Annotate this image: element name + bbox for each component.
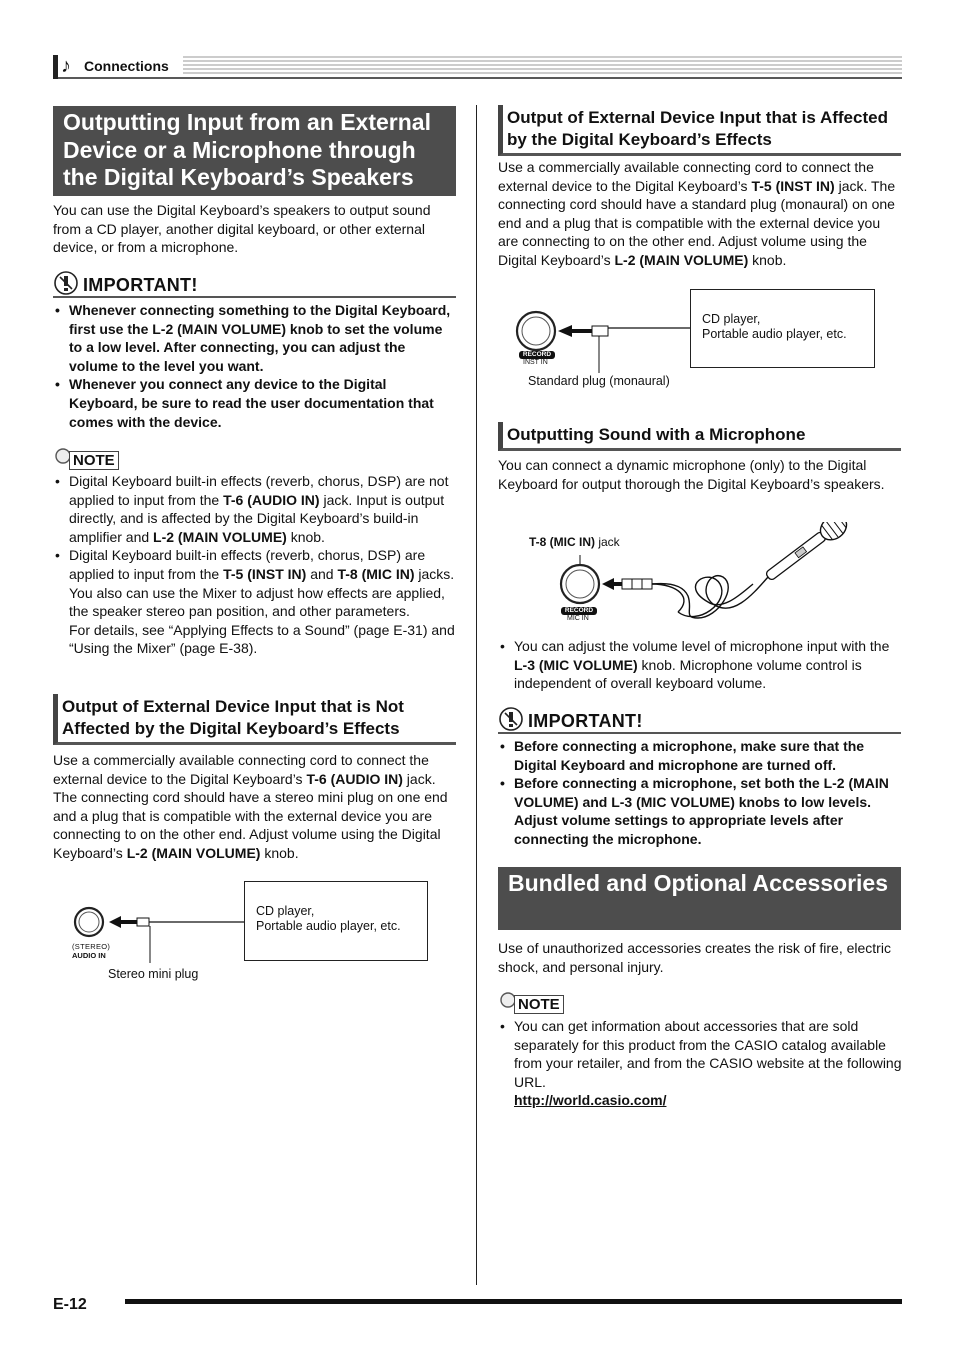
jack-label: INST IN <box>523 359 548 366</box>
record-badge: RECORD <box>564 607 594 614</box>
note-label: NOTE <box>514 995 564 1014</box>
note-label: NOTE <box>69 451 119 470</box>
sub-body-affected: Use a commercially available connecting cord to connect the external device to the Digital Keyboard’s T-5 (INST IN) jack. The connecting cord should have a standard plug (monaural) on one end and a plug that is compatible with the external device you are connecting to on the other end. Adjust volume using the Digital Keyboard’s L-2 (MAIN VOLUME) knob. <box>498 159 896 268</box>
music-note-icon: ♪ <box>61 55 71 77</box>
note-heading <box>498 990 618 1016</box>
important-label: IMPORTANT! <box>83 275 198 295</box>
list-item: • Digital Keyboard built-in effects (reverb, chorus, DSP) are not applied to input from the T-6 (AUDIO IN) jack. Input is output directly, and is affected by the Digital Keyboard’s build-in amplifier and L-2 (MAIN VOLUME) knob. <box>53 472 458 546</box>
sub-body-not-affected: Use a commercially available connecting cord to connect the external device to the Digital Keyboard’s T-6 (AUDIO IN) jack. The connecting cord should have a stereo mini plug on one end and a plug that is compatible with the external device you are connecting to on the other end. Adjust volume using the Digital Keyboard’s L-2 (MAIN VOLUME) knob. <box>53 752 448 861</box>
device-box <box>244 881 428 961</box>
list-item: • Before connecting a microphone, set both the L-2 (MAIN VOLUME) and L-3 (MIC VOLUME) knobs to low levels. Adjust volume settings to appropriate levels after connecting the microphone. <box>498 774 903 848</box>
device-box <box>690 289 875 368</box>
important-heading <box>53 270 456 298</box>
main-title: Outputting Input from an External Device or a Microphone through the Digital Keyboard’s Speakers <box>53 106 456 196</box>
section-name: Connections <box>84 58 173 74</box>
header-rules <box>53 54 902 80</box>
accessories-body: Use of unauthorized accessories creates the risk of fire, electric shock, and personal injury. <box>498 940 891 975</box>
running-header <box>53 54 902 80</box>
important-icon <box>498 706 524 732</box>
microphone-body: You can connect a dynamic microphone (only) to the Digital Keyboard for output thorough the Digital Keyboard’s speakers. <box>498 457 885 492</box>
sub-heading-affected: Output of External Device Input that is Affected by the Digital Keyboard’s Effects <box>498 105 901 156</box>
list-item: • You can adjust the volume level of microphone input with the L-3 (MIC VOLUME) knob. Microphone volume control is independent of overall keyboard volume. <box>498 637 903 693</box>
mic-in-diagram <box>498 522 898 632</box>
important-list <box>498 737 903 849</box>
note-list <box>53 472 458 658</box>
column-divider <box>476 105 477 1285</box>
device-box-line1: CD player, <box>256 904 315 918</box>
device-box-line1: CD player, <box>702 312 761 326</box>
plug-label: Standard plug (monaural) <box>528 374 670 388</box>
important-label: IMPORTANT! <box>528 711 643 731</box>
jack-label: MIC IN <box>567 615 589 622</box>
sub-heading-not-affected: Output of External Device Input that is Not Affected by the Digital Keyboard’s Effects <box>53 694 456 745</box>
mic-volume-list <box>498 637 903 693</box>
record-badge: RECORD <box>522 351 552 358</box>
inst-in-diagram <box>498 285 883 395</box>
jack-label-top: (STEREO) <box>72 942 111 951</box>
list-item: • Digital Keyboard built-in effects (reverb, chorus, DSP) are applied to input from the T-5 (INST IN) and T-8 (MIC IN) jacks. You also can use the Mixer to adjust how effects are applied, the speaker stereo pan position, and other parameters. For details, see “Applying Effects to a Sound” (page E-31) and “Using the Mixer” (page E-38). <box>53 546 458 658</box>
list-item: • Before connecting a microphone, make sure that the Digital Keyboard and microphone are turned off. <box>498 737 903 774</box>
jack-label-bottom: AUDIO IN <box>72 951 106 960</box>
page-number: E-12 <box>53 1296 87 1313</box>
casio-url-link[interactable]: http://world.casio.com/ <box>514 1092 667 1109</box>
device-box-line2: Portable audio player, etc. <box>256 919 401 933</box>
device-box-line2: Portable audio player, etc. <box>702 327 847 341</box>
audio-in-diagram <box>53 875 433 990</box>
plug-label: Stereo mini plug <box>108 967 199 981</box>
list-item: • You can get information about accessories that are sold separately for this product from the CASIO catalog available from your retailer, and from the CASIO website at the following URL. http://world.casio.com/ <box>498 1017 903 1110</box>
accessories-title: Bundled and Optional Accessories <box>498 867 901 930</box>
important-icon <box>53 270 79 296</box>
important-heading <box>498 706 901 734</box>
footer-rule <box>125 1299 902 1304</box>
sub-heading-microphone: Outputting Sound with a Microphone <box>498 422 901 451</box>
mic-jack-title: T-8 (MIC IN) jack <box>529 535 620 549</box>
list-item: • Whenever you connect any device to the Digital Keyboard, be sure to read the user documentation that comes with the device. <box>53 375 458 431</box>
note-heading <box>53 446 173 472</box>
accessories-note-list <box>498 1017 903 1110</box>
important-list <box>53 301 458 431</box>
intro-text: You can use the Digital Keyboard’s speakers to output sound from a CD player, another digital keyboard, or other external device, or from a microphone. <box>53 202 431 256</box>
microphone-drawing <box>498 522 898 632</box>
list-item: • Whenever connecting something to the Digital Keyboard, first use the L-2 (MAIN VOLUME) knob to set the volume to a low level. After connecting, you can adjust the volume to the level you want. <box>53 301 458 375</box>
